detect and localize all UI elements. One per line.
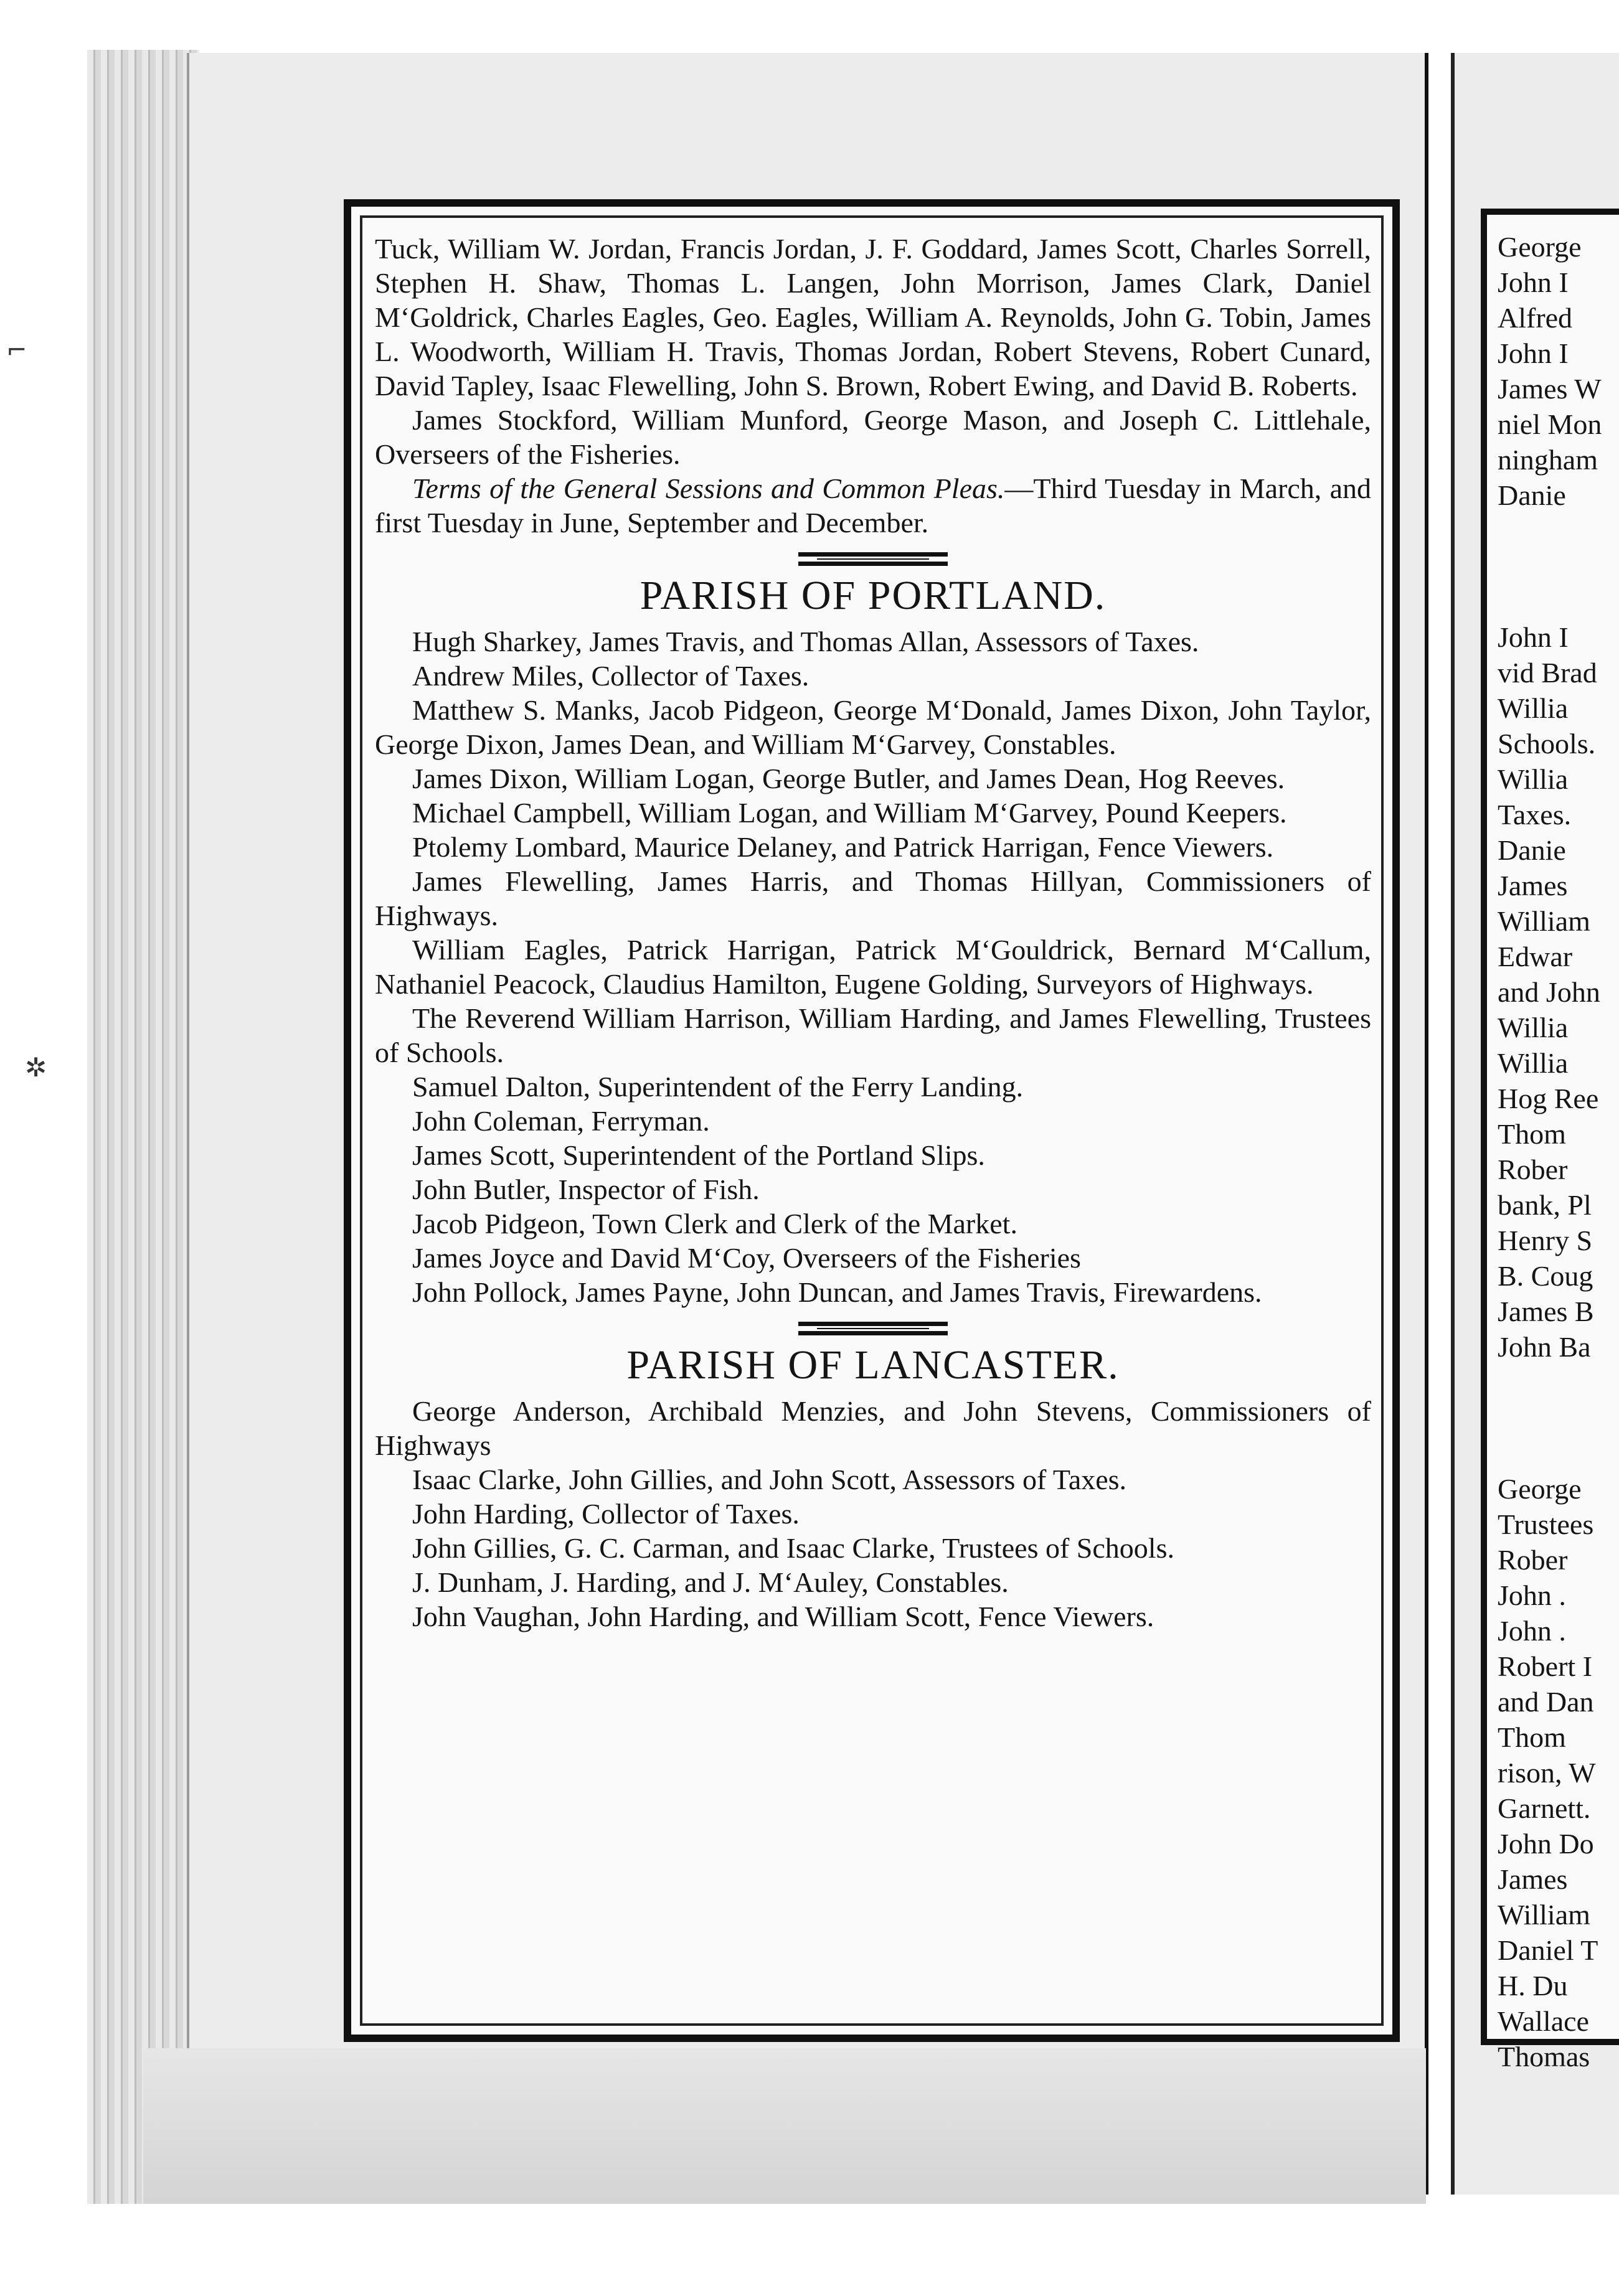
- adjacent-page-line: Thom: [1498, 1721, 1566, 1753]
- court-terms: [375, 471, 1371, 540]
- adjacent-page-line: H. Du: [1498, 1970, 1568, 2002]
- portland-entry: James Joyce and David M‘Coy, Overseers of the Fisheries: [412, 1242, 1081, 1274]
- adjacent-page-line: vid Brad: [1498, 657, 1597, 689]
- adjacent-page-line: Willia: [1498, 1012, 1569, 1043]
- portland-entries: [375, 624, 1371, 1309]
- section-divider: [798, 1322, 948, 1335]
- adjacent-page-line: James: [1498, 870, 1568, 901]
- adjacent-page-line: John I: [1498, 621, 1569, 653]
- portland-entry: Samuel Dalton, Superintendent of the Ferry Landing.: [412, 1071, 1024, 1103]
- lancaster-heading: PARISH OF LANCASTER.: [626, 1342, 1120, 1388]
- adjacent-page-line: Willia: [1498, 763, 1569, 795]
- portland-entry: John Pollock, James Payne, John Duncan, and James Travis, Firewardens.: [412, 1276, 1262, 1308]
- portland-entry: John Coleman, Ferryman.: [412, 1105, 710, 1137]
- adjacent-page-line: niel Mon: [1498, 408, 1602, 440]
- lancaster-entries: [375, 1394, 1371, 1634]
- book-page-edges: [87, 50, 199, 2204]
- adjacent-page-line: Thomas: [1498, 2041, 1590, 2073]
- page-bottom-shadow: [143, 2048, 1426, 2204]
- adjacent-page-line: and Dan: [1498, 1686, 1594, 1718]
- margin-mark: ⌐: [6, 336, 27, 365]
- adjacent-page-line: George: [1498, 231, 1582, 263]
- portland-entry: Michael Campbell, William Logan, and William M‘Garvey, Pound Keepers.: [412, 797, 1287, 829]
- court-terms-dates: —Third Tuesday in March, and first Tuesday in June, September and December.: [375, 473, 1372, 539]
- portland-entry: Andrew Miles, Collector of Taxes.: [412, 660, 810, 692]
- adjacent-page-line: Taxes.: [1498, 799, 1572, 830]
- fisheries-overseers: James Stockford, William Munford, George Mason, and Joseph C. Littlehale, Overseers of the Fisheries.: [375, 404, 1371, 470]
- adjacent-page-line: Schools.: [1498, 728, 1596, 760]
- adjacent-page-line: William: [1498, 1899, 1590, 1931]
- adjacent-page-line: [1498, 1400, 1602, 1436]
- adjacent-page-line: [1498, 1436, 1602, 1471]
- adjacent-page-line: Rober: [1498, 1544, 1568, 1576]
- adjacent-page-line: John I: [1498, 337, 1569, 369]
- adjacent-page-line: Trustees: [1498, 1508, 1594, 1540]
- adjacent-page-line: Danie: [1498, 479, 1566, 511]
- portland-entry: The Reverend William Harrison, William Harding, and James Flewelling, Trustees of Schools.: [375, 1002, 1371, 1068]
- portland-entry: Matthew S. Manks, Jacob Pidgeon, George M‘Donald, James Dixon, John Taylor, George Dixon, James Dean, and William M‘Garvey, Constables.: [375, 694, 1371, 760]
- lancaster-entry: John Harding, Collector of Taxes.: [412, 1498, 800, 1530]
- notice-frame: [344, 199, 1400, 2042]
- portland-entry: James Flewelling, James Harris, and Thomas Hillyan, Commissioners of Highways.: [375, 865, 1371, 931]
- adjacent-page-line: Garnett.: [1498, 1792, 1591, 1824]
- adjacent-page-text: [1498, 229, 1602, 2074]
- adjacent-page-line: Willia: [1498, 692, 1569, 724]
- court-terms-title: Terms of the General Sessions and Common Pleas.: [412, 473, 1005, 504]
- adjacent-page-line: William: [1498, 905, 1590, 937]
- lancaster-entry: J. Dunham, J. Harding, and J. M‘Auley, Constables.: [412, 1566, 1009, 1598]
- margin-mark: ✲: [25, 1052, 47, 1083]
- portland-entry: James Dixon, William Logan, George Butler, and James Dean, Hog Reeves.: [412, 763, 1285, 794]
- adjacent-page-line: John I: [1498, 266, 1569, 298]
- adjacent-page-line: ningham: [1498, 444, 1598, 476]
- adjacent-page-line: Rober: [1498, 1154, 1568, 1185]
- adjacent-page-line: Hog Ree: [1498, 1083, 1599, 1114]
- lancaster-entry: John Vaughan, John Harding, and William Scott, Fence Viewers.: [412, 1601, 1154, 1632]
- adjacent-page-line: John Do: [1498, 1828, 1594, 1860]
- adjacent-page-line: George: [1498, 1473, 1582, 1505]
- officials-continuation: Tuck, William W. Jordan, Francis Jordan, J. F. Goddard, James Scott, Charles Sorrell, Stephen H. Shaw, Thomas L. Langen, John Morrison, James Clark, Daniel M‘Goldrick, Charles Eagles, Geo. Eagles, William A. Reynolds, John G. Tobin, James L. Woodworth, William H. Travis, Thomas Jordan, Robert Stevens, Robert Cunard, David Tapley, Isaac Flewelling, John S. Brown, Robert Ewing, and David B. Roberts.: [375, 233, 1371, 402]
- adjacent-page-line: James: [1498, 1863, 1568, 1895]
- portland-entry: Ptolemy Lombard, Maurice Delaney, and Patrick Harrigan, Fence Viewers.: [412, 831, 1274, 863]
- adjacent-page-line: rison, W: [1498, 1757, 1596, 1789]
- portland-heading: PARISH OF PORTLAND.: [640, 573, 1107, 618]
- lancaster-entry: George Anderson, Archibald Menzies, and John Stevens, Commissioners of Highways: [375, 1395, 1371, 1461]
- adjacent-page-line: Edwar: [1498, 941, 1573, 972]
- adjacent-page-line: John Ba: [1498, 1331, 1591, 1363]
- adjacent-page-line: B. Coug: [1498, 1260, 1593, 1292]
- adjacent-page-line: James W: [1498, 373, 1602, 405]
- adjacent-page-line: Robert I: [1498, 1650, 1593, 1682]
- section-divider: [798, 552, 948, 566]
- adjacent-page-line: [1498, 548, 1602, 584]
- adjacent-page-line: [1498, 513, 1602, 548]
- adjacent-page-line: Willia: [1498, 1047, 1569, 1079]
- adjacent-page-line: Alfred: [1498, 302, 1573, 334]
- adjacent-page-line: [1498, 1365, 1602, 1400]
- portland-entry: Hugh Sharkey, James Travis, and Thomas Allan, Assessors of Taxes.: [412, 626, 1199, 657]
- portland-entry: James Scott, Superintendent of the Portland Slips.: [412, 1139, 985, 1171]
- adjacent-page-line: James B: [1498, 1296, 1594, 1327]
- portland-entry: William Eagles, Patrick Harrigan, Patrick M‘Gouldrick, Bernard M‘Callum, Nathaniel Peacock, Claudius Hamilton, Eugene Golding, Surveyors of Highways.: [375, 934, 1371, 1000]
- adjacent-page-line: Danie: [1498, 834, 1566, 866]
- notice-content: [375, 232, 1371, 1634]
- lancaster-entry: Isaac Clarke, John Gillies, and John Scott, Assessors of Taxes.: [412, 1464, 1127, 1495]
- portland-entry: Jacob Pidgeon, Town Clerk and Clerk of the Market.: [412, 1208, 1017, 1240]
- adjacent-page-line: John .: [1498, 1579, 1566, 1611]
- portland-entry: John Butler, Inspector of Fish.: [412, 1174, 760, 1205]
- adjacent-page-line: Henry S: [1498, 1225, 1593, 1256]
- adjacent-page-line: bank, Pl: [1498, 1189, 1592, 1221]
- adjacent-page-line: [1498, 584, 1602, 619]
- adjacent-page-line: and John: [1498, 976, 1600, 1008]
- adjacent-page-line: Thom: [1498, 1118, 1566, 1150]
- lancaster-entry: John Gillies, G. C. Carman, and Isaac Clarke, Trustees of Schools.: [412, 1532, 1174, 1564]
- adjacent-page-line: Daniel T: [1498, 1934, 1598, 1966]
- adjacent-page-line: John .: [1498, 1615, 1566, 1647]
- adjacent-page-line: Wallace: [1498, 2005, 1589, 2037]
